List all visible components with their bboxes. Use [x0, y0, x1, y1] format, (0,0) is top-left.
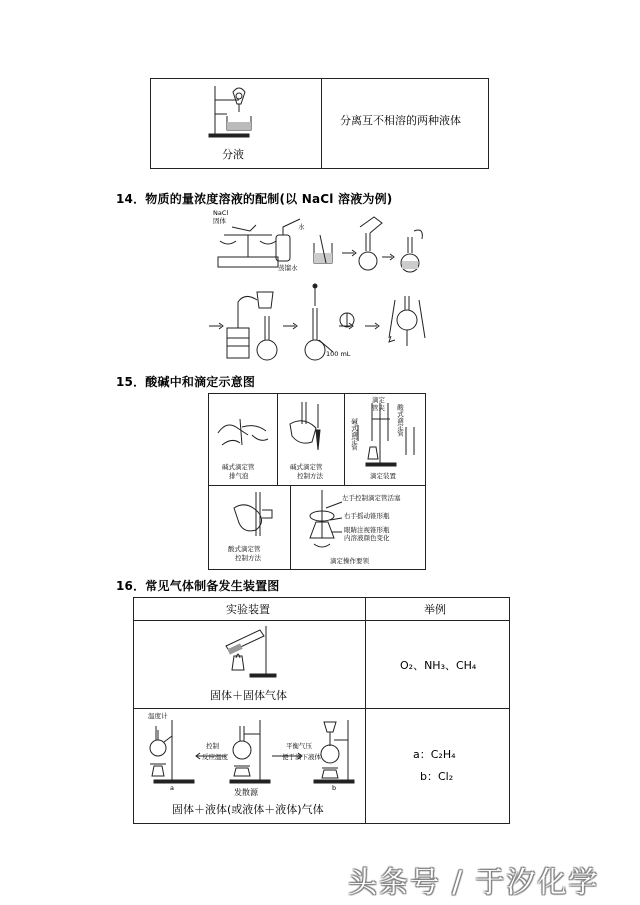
panel3-tag-acid: 酸式滴定管 — [396, 404, 404, 437]
titration-vline-bottom — [290, 485, 291, 570]
row2-example-a: a：C₂H₄ — [413, 748, 456, 761]
gas-table-hline2 — [133, 708, 510, 709]
row2-label-b: b — [332, 784, 337, 792]
label-water: 水 — [298, 223, 305, 231]
section-15-heading: 15．酸碱中和滴定示意图 — [116, 375, 256, 389]
solid-solid-heating-illustration — [220, 624, 280, 680]
panel2-line1: 碱式滴定管 — [290, 463, 323, 471]
gas-table-col2-header: 举例 — [424, 603, 446, 616]
label-distilled-water: 蒸馏水 — [278, 264, 298, 272]
row2-balance-label-1: 平衡气压 — [286, 742, 312, 750]
row1-caption: 固体＋固体气体 — [210, 689, 287, 702]
section-14-heading: 14．物质的量浓度溶液的配制(以 NaCl 溶液为例) — [116, 192, 393, 206]
row2-fasanyuan-label: 发散源 — [234, 788, 258, 797]
panel5-note1: 左手控制滴定管活塞 — [342, 494, 401, 502]
base-burette-control-illustration — [282, 400, 340, 456]
panel4-line1: 酸式滴定管 — [228, 545, 261, 553]
row2-caption: 固体＋液体(或液体＋液体)气体 — [172, 803, 324, 816]
panel3-caption: 滴定装置 — [370, 472, 396, 480]
panel4-line2: 控制方法 — [235, 554, 261, 562]
titration-vline-top1 — [277, 393, 278, 485]
gas-table-vline — [365, 597, 366, 824]
panel5-caption: 滴定操作要领 — [330, 557, 369, 565]
row2-label-a: a — [170, 784, 174, 792]
row2-control-label-1: 控制 — [206, 742, 219, 750]
base-burette-bubble-illustration — [212, 405, 272, 455]
solid-liquid-apparatus-illustration — [140, 716, 360, 788]
solution-prep-row2-illustration — [205, 280, 440, 370]
panel3-tag-acid-2: 管夹 — [372, 404, 385, 412]
gas-table-hline1 — [133, 620, 510, 621]
solution-prep-row1-illustration — [210, 205, 440, 283]
label-100ml: 100 mL — [326, 350, 351, 358]
titration-setup-illustration — [350, 397, 422, 473]
label-nacl-2: 固体 — [213, 217, 226, 225]
top-table-divider — [321, 78, 322, 169]
panel5-note3: 眼睛注视锥形瓶 — [344, 526, 390, 534]
row2-thermometer-label: 温度计 — [148, 712, 168, 720]
panel3-tag-base: 碱式滴定管 — [350, 418, 358, 451]
panel5-note4: 内溶液颜色变化 — [344, 534, 390, 542]
titration-hline — [208, 485, 426, 486]
row1-example: O₂、NH₃、CH₄ — [400, 659, 477, 672]
panel5-note2: 右手摇动锥形瓶 — [344, 512, 390, 520]
section-16-heading: 16．常见气体制备发生装置图 — [116, 579, 280, 593]
label-nacl-1: NaCl — [213, 209, 229, 217]
row2-balance-label-2: 便于滴下液体 — [282, 753, 321, 761]
row2-control-label-2: 反应温度 — [202, 753, 228, 761]
top-right-text: 分离互不相溶的两种液体 — [340, 114, 461, 127]
separatory-funnel-illustration — [205, 82, 265, 140]
titration-vline-top2 — [344, 393, 345, 485]
panel2-line2: 控制方法 — [297, 472, 323, 480]
panel1-line2: 排气泡 — [229, 472, 249, 480]
gas-table-col1-header: 实验装置 — [226, 603, 270, 616]
panel1-line1: 碱式滴定管 — [222, 463, 255, 471]
acid-burette-control-illustration — [220, 490, 280, 540]
gas-table — [133, 597, 510, 824]
row2-example-b: b：Cl₂ — [420, 770, 454, 783]
panel3-tag-acid-1: 滴定 — [372, 396, 385, 404]
top-left-caption: 分液 — [222, 148, 244, 161]
watermark-text: 头条号 / 于汐化学 — [348, 865, 600, 899]
